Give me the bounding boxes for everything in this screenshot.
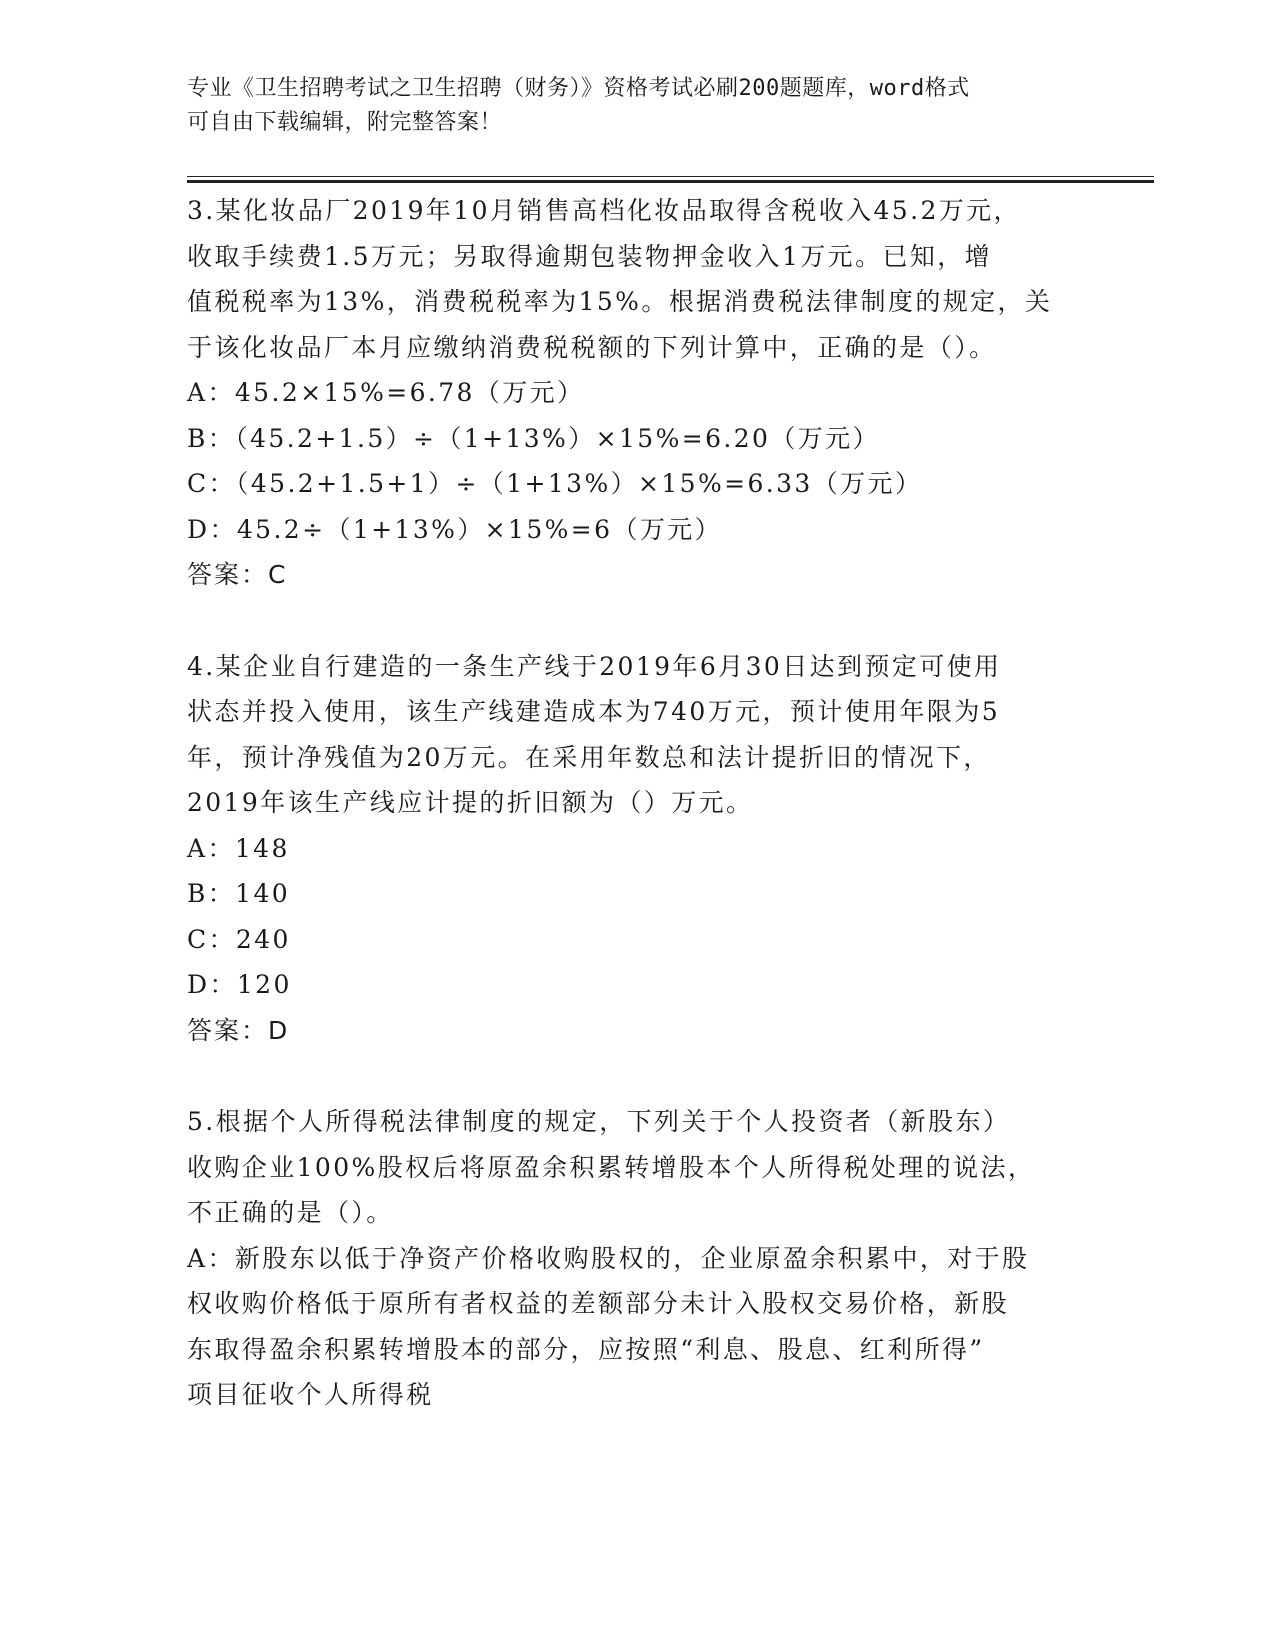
question-5-option-a-line: 项目征收个人所得税	[187, 1380, 434, 1409]
question-3-text-line: 值税税率为13%，消费税税率为15%。根据消费税法律制度的规定，关	[187, 287, 1053, 316]
question-3-answer: 答案：C	[187, 560, 288, 589]
question-3-option-a: A：45.2×15%=6.78（万元）	[187, 378, 585, 407]
spacer	[187, 1053, 1087, 1099]
question-4	[187, 644, 1087, 1054]
question-3	[187, 188, 1087, 598]
header-divider-thick	[187, 180, 1154, 183]
question-5-text-line: 5.根据个人所得税法律制度的规定，下列关于个人投资者（新股东）	[187, 1107, 1011, 1136]
question-4-text-line: 4.某企业自行建造的一条生产线于2019年6月30日达到预定可使用	[187, 651, 1002, 681]
question-4-option-d: D：120	[187, 970, 292, 999]
question-4-text-line: 状态并投入使用，该生产线建造成本为740万元，预计使用年限为5	[187, 697, 1001, 726]
question-4-option-c: C：240	[187, 924, 291, 954]
questions-body	[187, 188, 1087, 1418]
question-3-text-line: 3.某化妆品厂2019年10月销售高档化妆品取得含税收入45.2万元，	[187, 196, 1021, 225]
question-5-option-a-line: A：新股东以低于净资产价格收购股权的，企业原盈余积累中，对于股	[187, 1243, 1030, 1273]
question-3-text-line: 于该化妆品厂本月应缴纳消费税税额的下列计算中，正确的是（）。	[187, 332, 997, 362]
question-5-text-line: 不正确的是（）。	[187, 1198, 394, 1227]
question-5-option-a-line: 权收购价格低于原所有者权益的差额部分未计入股权交易价格，新股	[187, 1289, 1010, 1318]
header-divider-thin	[187, 176, 1154, 177]
question-3-option-b: B：（45.2+1.5）÷（1+13%）×15%=6.20（万元）	[187, 423, 880, 453]
question-5	[187, 1099, 1087, 1418]
question-3-option-c: C：（45.2+1.5+1）÷（1+13%）×15%=6.33（万元）	[187, 469, 923, 498]
question-4-text-line: 2019年该生产线应计提的折旧额为（）万元。	[187, 788, 754, 817]
question-3-text-line: 收取手续费1.5万元；另取得逾期包装物押金收入1万元。已知，增	[187, 241, 993, 271]
question-4-answer: 答案：D	[187, 1015, 290, 1045]
document-header	[187, 72, 1067, 140]
question-4-text-line: 年，预计净残值为20万元。在采用年数总和法计提折旧的情况下，	[187, 742, 991, 772]
question-4-option-b: B：140	[187, 879, 291, 908]
question-3-option-d: D：45.2÷（1+13%）×15%=6（万元）	[187, 514, 723, 544]
spacer	[187, 598, 1087, 644]
question-5-text-line: 收购企业100%股权后将原盈余积累转增股本个人所得税处理的说法，	[187, 1152, 1036, 1182]
header-title-line-2: 可自由下载编辑，附完整答案！	[187, 110, 503, 135]
question-5-option-a-line: 东取得盈余积累转增股本的部分，应按照“利息、股息、红利所得”	[187, 1334, 985, 1364]
header-title-line-1: 专业《卫生招聘考试之卫生招聘（财务）》资格考试必刷200题题库，word格式	[187, 76, 970, 101]
question-4-option-a: A：148	[187, 833, 290, 863]
